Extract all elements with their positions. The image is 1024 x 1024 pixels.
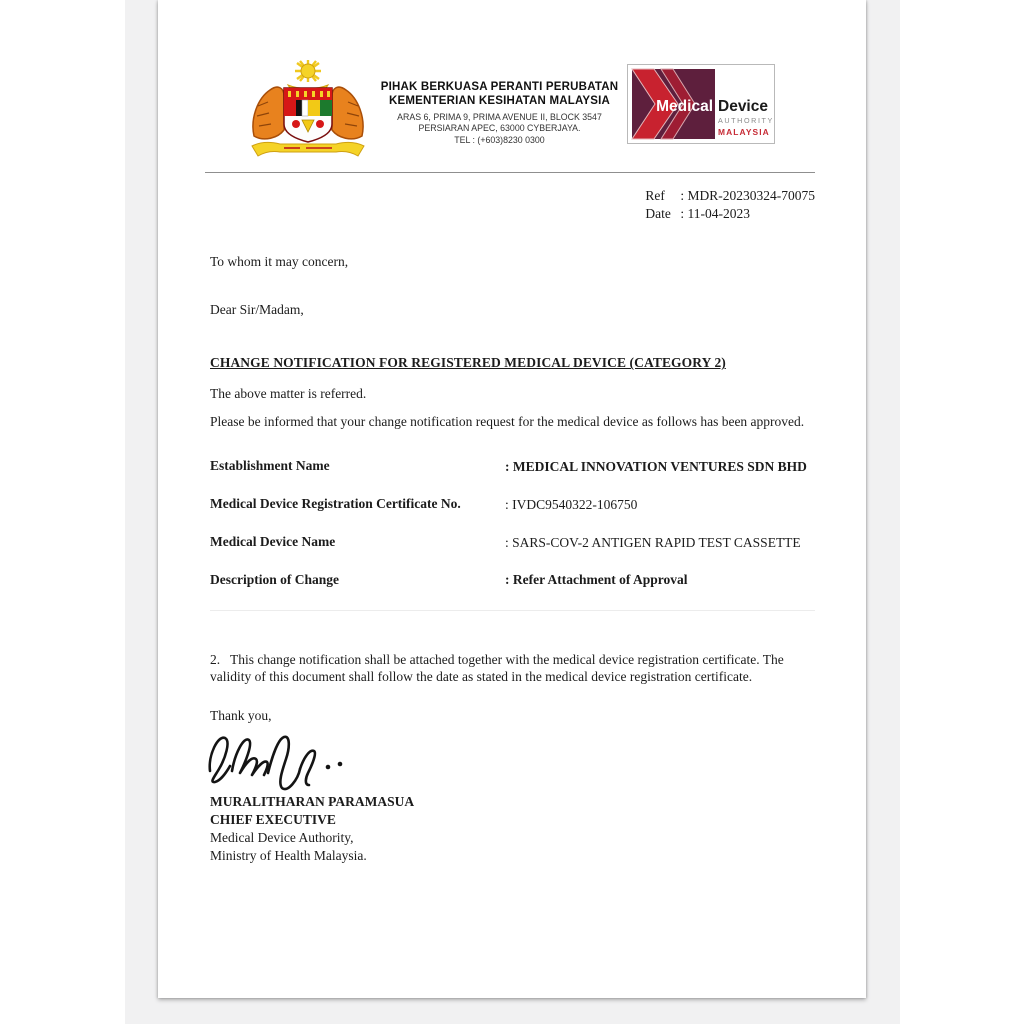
ref-label: Ref	[645, 188, 665, 203]
logo-word-authority: AUTHORITY	[718, 116, 774, 125]
salutation-dear: Dear Sir/Madam,	[210, 302, 304, 318]
field-colon: :	[505, 572, 510, 588]
subject-line: CHANGE NOTIFICATION FOR REGISTERED MEDICAL DEVICE (CATEGORY 2)	[210, 355, 726, 371]
logo-word-medical: Medical	[656, 98, 713, 115]
field-colon: :	[505, 496, 509, 512]
ref-colon: :	[680, 188, 685, 203]
authority-name-line2: KEMENTERIAN KESIHATAN MALAYSIA	[388, 95, 611, 108]
reference-block	[645, 187, 815, 223]
letterhead	[210, 58, 815, 164]
table-row-device-name	[210, 534, 815, 572]
field-label: Description of Change	[210, 571, 339, 587]
letter-page	[158, 0, 866, 998]
paragraph-referred: The above matter is referred.	[210, 386, 367, 402]
signatory-org-line2: Ministry of Health Malaysia.	[210, 847, 367, 863]
field-value-text: Refer Attachment of Approval	[512, 572, 688, 588]
signatory-title: CHIEF EXECUTIVE	[210, 812, 336, 828]
signatory-org-line1: Medical Device Authority,	[210, 829, 354, 845]
field-colon: :	[505, 458, 510, 474]
signatory-name: MURALITHARAN PARAMASUA	[210, 794, 415, 810]
field-value-text: MEDICAL INNOVATION VENTURES SDN BHD	[512, 458, 807, 474]
paragraph-attachment-note: 2. This change notification shall be attached together with the medical device registration certificate. The validity of this document shall follow the date as stated in the medical device registration certificate.	[210, 651, 788, 685]
logo-word-malaysia: MALAYSIA	[718, 127, 770, 137]
date-colon: :	[680, 206, 685, 222]
signature-scrawl	[206, 727, 356, 793]
device-details-table	[210, 458, 815, 611]
field-value	[505, 572, 815, 610]
letterhead-text	[372, 80, 627, 146]
date-label: Date	[645, 206, 671, 222]
authority-name-line1: PIHAK BERKUASA PERANTI PERUBATAN	[380, 81, 619, 93]
field-value	[505, 534, 815, 572]
ref-line	[645, 187, 815, 205]
field-label: Medical Device Registration Certificate No.	[210, 496, 461, 512]
authority-address-line2: PERSIARAN APEC, 63000 CYBERJAYA.	[418, 123, 581, 134]
paragraph-approved: Please be informed that your change notification request for the medical device as follows has been approved.	[210, 414, 805, 430]
authority-address-line3: TEL : (+603)8230 0300	[454, 134, 545, 145]
table-row-establishment	[210, 458, 815, 496]
table-row-certificate-no	[210, 496, 815, 534]
date-line	[645, 205, 815, 223]
table-row-description-of-change	[210, 572, 815, 610]
field-value	[505, 458, 815, 496]
field-value	[505, 496, 815, 534]
field-value-text: SARS-COV-2 ANTIGEN RAPID TEST CASSETTE	[512, 534, 801, 550]
field-value-text: IVDC9540322-106750	[512, 496, 638, 512]
logo-word-device: Device	[718, 98, 768, 115]
closing-thanks: Thank you,	[210, 708, 272, 724]
date-value: 11-04-2023	[687, 206, 750, 222]
field-label: Establishment Name	[210, 458, 330, 474]
malaysia-coat-of-arms-icon	[244, 58, 372, 164]
salutation-concern: To whom it may concern,	[210, 254, 349, 270]
field-label: Medical Device Name	[210, 534, 336, 550]
field-colon: :	[505, 534, 509, 550]
ref-value: MDR-20230324-70075	[687, 188, 815, 203]
medical-device-authority-logo	[627, 64, 775, 144]
header-divider	[205, 172, 815, 173]
authority-address-line1: ARAS 6, PRIMA 9, PRIMA AVENUE II, BLOCK 3547	[397, 111, 602, 122]
